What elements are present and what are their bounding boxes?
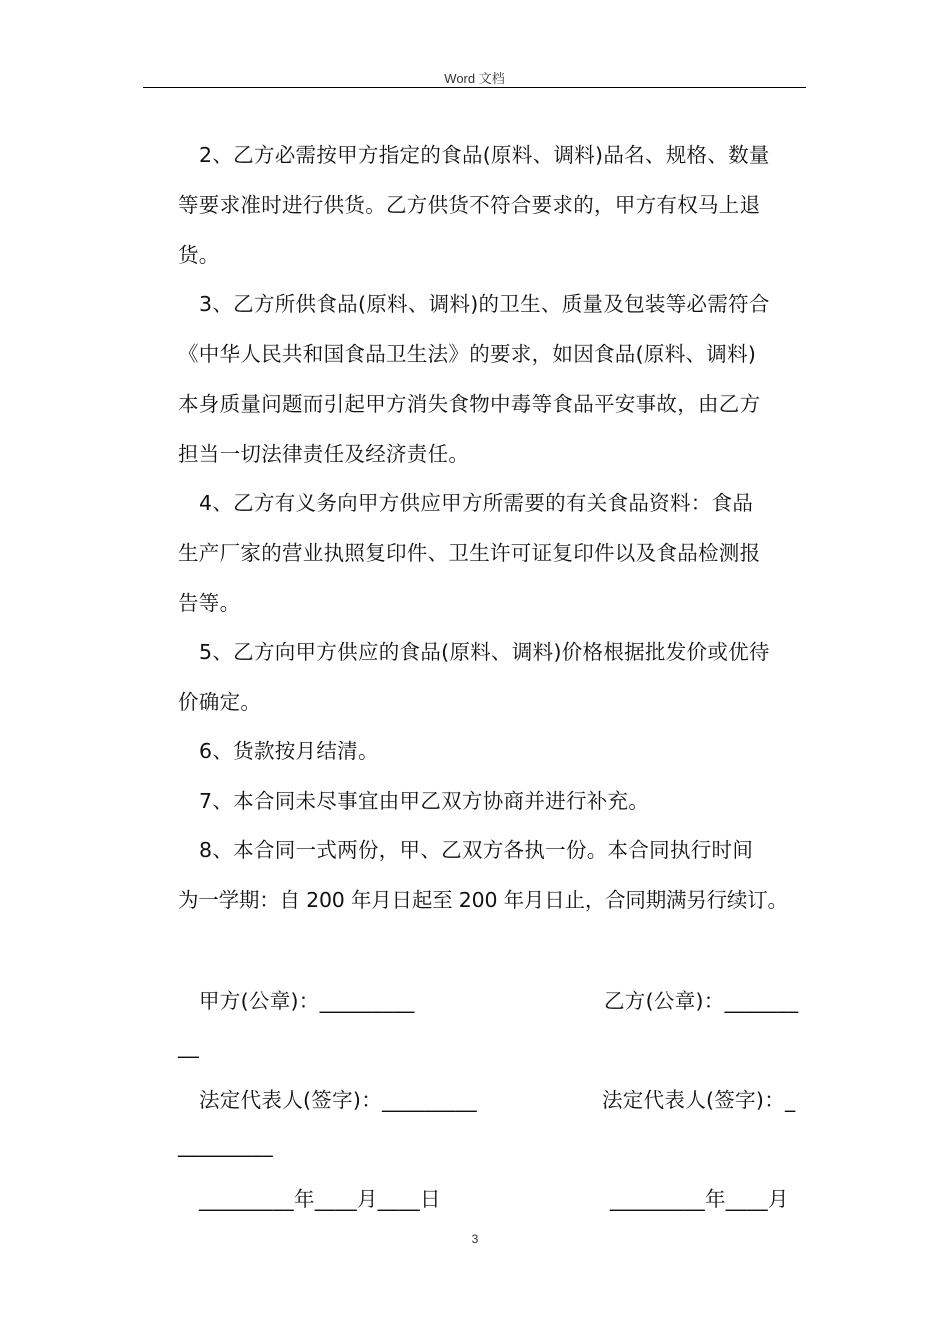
clause-3-line-3: 本身质量问题而引起甲方消失食物中毒等食品平安事故，由乙方 [178,392,761,416]
clause-5-line-2: 价确定。 [178,690,262,714]
party-a-date: _________年____月____日 [199,1187,441,1211]
header-rule [143,87,806,88]
clause-3-line-4: 担当一切法律责任及经济责任。 [178,442,470,466]
clause-3-line-1: 3、乙方所供食品(原料、调料)的卫生、质量及包装等必需符合 [199,292,770,316]
clause-2-line-1: 2、乙方必需按甲方指定的食品(原料、调料)品名、规格、数量 [199,143,770,167]
party-b-representative: 法定代表人(签字)：_ [602,1088,796,1112]
page-number: 3 [471,1232,479,1246]
party-a-representative: 法定代表人(签字)：_________ [199,1088,477,1112]
page-header: Word 文档 [444,71,505,86]
party-b-seal: 乙方(公章)：_______ [604,989,799,1013]
party-a-seal: 甲方(公章)：_________ [199,989,415,1013]
clause-7-line-1: 7、本合同未尽事宜由甲乙双方协商并进行补充。 [199,789,650,813]
clause-8-line-1: 8、本合同一式两份，甲、乙双方各执一份。本合同执行时间 [199,838,754,862]
party-b-representative-wrap: _________ [178,1133,273,1157]
clause-5-line-1: 5、乙方向甲方供应的食品(原料、调料)价格根据批发价或优待 [199,640,770,664]
clause-4-line-2: 生产厂家的营业执照复印件、卫生许可证复印件以及食品检测报 [178,541,761,565]
clause-4-line-3: 告等。 [178,591,241,615]
party-b-seal-wrap: __ [178,1034,200,1058]
clause-2-line-3: 货。 [178,243,220,267]
clause-6-line-1: 6、货款按月结清。 [199,739,379,763]
clause-4-line-1: 4、乙方有义务向甲方供应甲方所需要的有关食品资料：食品 [199,491,754,515]
clause-3-line-2: 《中华人民共和国食品卫生法》的要求，如因食品(原料、调料) [178,342,757,366]
clause-8-line-2: 为一学期：自 200 年月日起至 200 年月日止，合同期满另行续订。 [178,888,788,912]
party-b-date: _________年____月 [610,1187,789,1211]
clause-2-line-2: 等要求准时进行供货。乙方供货不符合要求的，甲方有权马上退 [178,193,761,217]
